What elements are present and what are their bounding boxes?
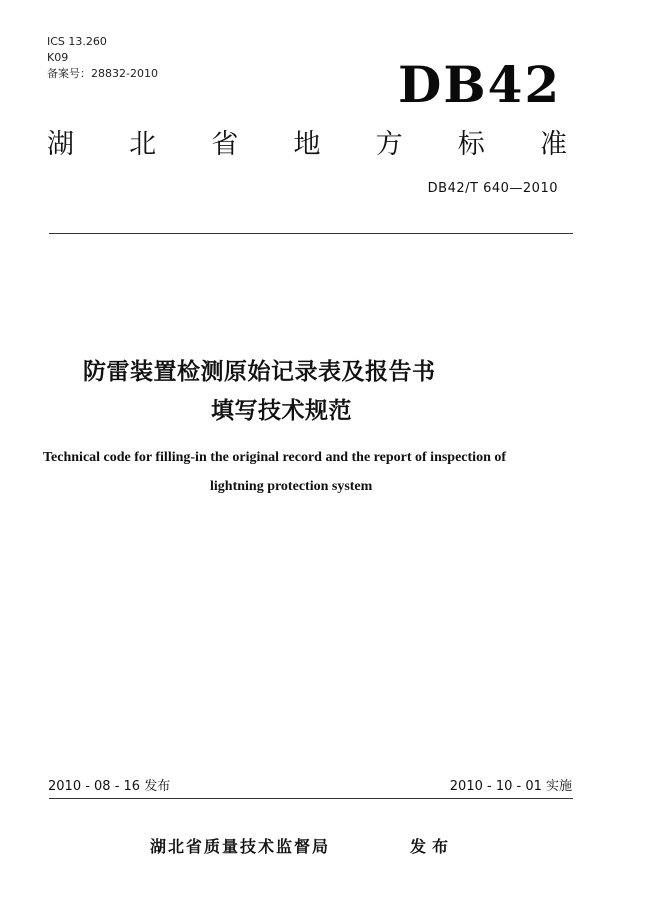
issue-date: 2010 - 08 - 16 发布 (48, 779, 171, 794)
standard-code: DB42 (398, 55, 562, 114)
standard-type-char: 省 (211, 129, 239, 160)
standard-type-char: 地 (293, 129, 321, 160)
publish-label: 发布 (410, 837, 455, 856)
footer-divider (49, 798, 573, 799)
record-number: 备案号：28832-2010 (47, 67, 158, 80)
standard-type-char: 方 (375, 129, 403, 160)
standard-number: DB42/T 640—2010 (427, 181, 558, 196)
title-en-line1: Technical code for filling-in the original record and the report of inspection of (43, 450, 507, 465)
publisher: 湖北省质量技术监督局 (150, 837, 331, 856)
title-zh-line2: 填写技术规范 (211, 398, 352, 424)
title-zh-line1: 防雷装置检测原始记录表及报告书 (83, 359, 436, 385)
implementation-date: 2010 - 10 - 01 实施 (449, 779, 572, 794)
ics-code: ICS 13.260 (47, 35, 107, 48)
standard-type-char: 准 (539, 129, 567, 160)
standard-type-char: 湖 (47, 129, 74, 160)
standard-type-char: 标 (457, 129, 485, 160)
standard-type (47, 128, 567, 162)
header-divider (49, 233, 573, 234)
title-en-line2: lightning protection system (210, 479, 373, 494)
classification-code: K09 (47, 51, 69, 64)
standard-type-char: 北 (129, 129, 157, 160)
